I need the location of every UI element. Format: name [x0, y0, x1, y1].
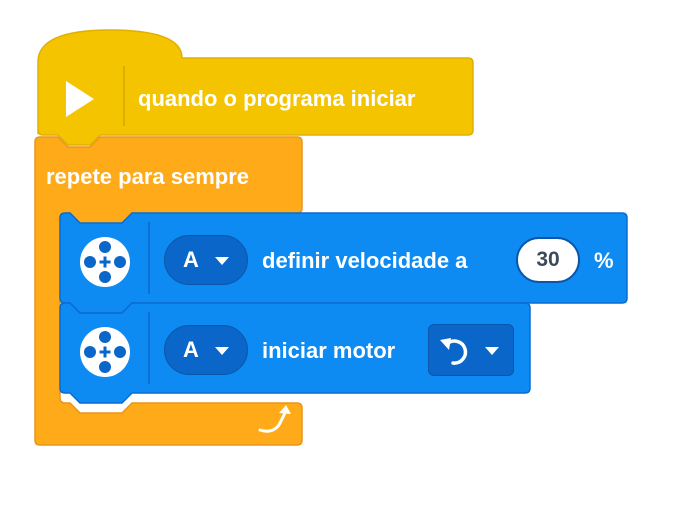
loop-block-label: repete para sempre	[46, 164, 249, 189]
start-block-label: iniciar motor	[262, 338, 396, 363]
hat-block-label: quando o programa iniciar	[138, 86, 416, 111]
port-dropdown[interactable]	[164, 325, 248, 375]
chevron-down-icon	[215, 257, 229, 265]
port-dropdown[interactable]	[164, 235, 248, 285]
direction-dropdown[interactable]	[428, 324, 514, 376]
chevron-down-icon	[215, 347, 229, 355]
port-value: A	[183, 337, 199, 362]
counterclockwise-icon	[435, 331, 475, 371]
speed-value-input[interactable]: 30	[516, 237, 580, 283]
chevron-down-icon	[485, 347, 499, 355]
speed-unit: %	[594, 248, 614, 273]
speed-block-label: definir velocidade a	[262, 248, 468, 273]
port-value: A	[183, 247, 199, 272]
motor-icon	[80, 327, 130, 377]
motor-icon	[80, 237, 130, 287]
